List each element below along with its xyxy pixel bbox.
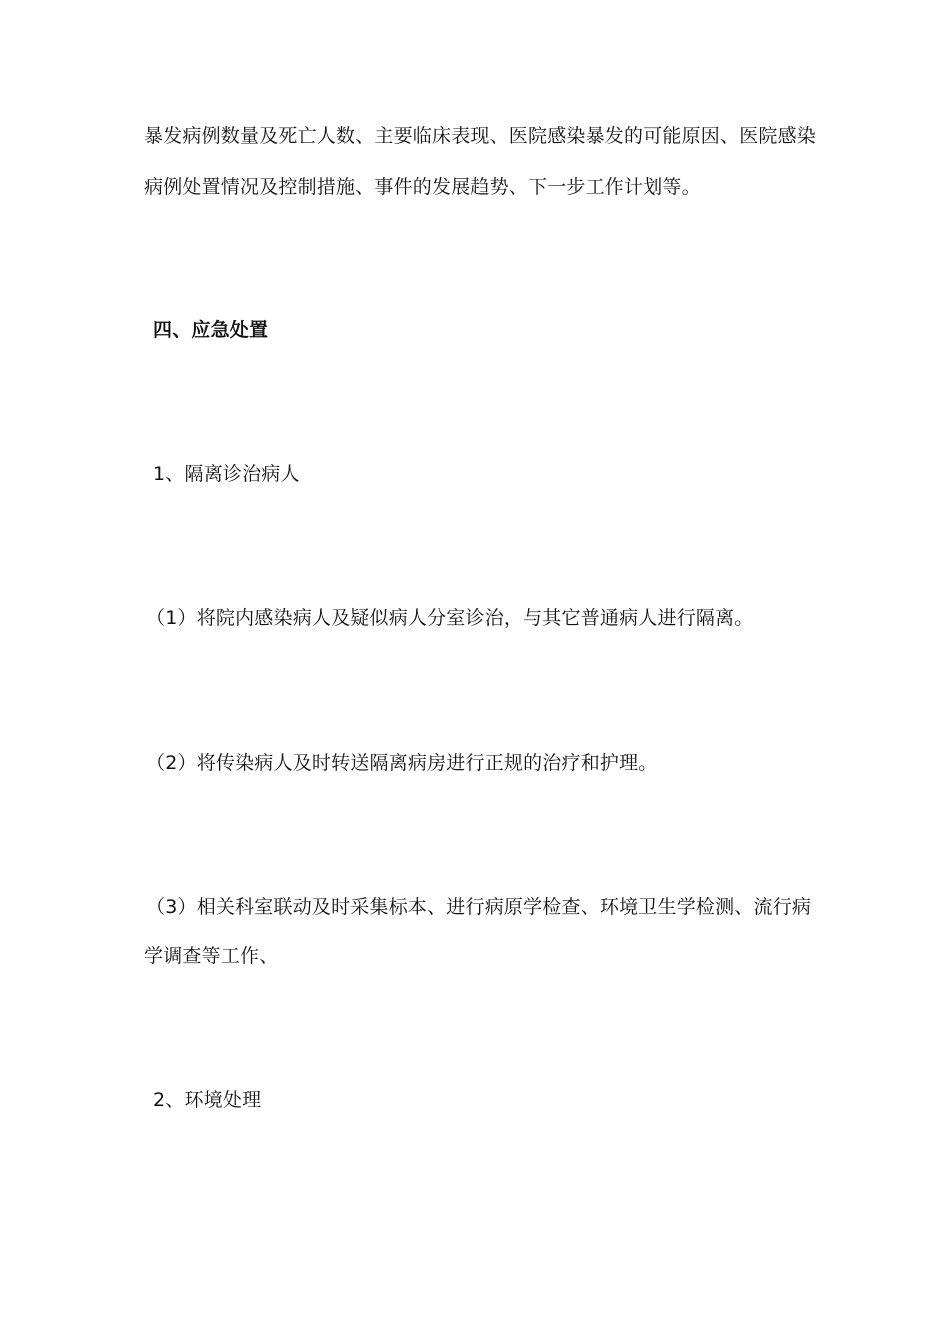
- section-heading: 四、应急处置: [153, 319, 269, 341]
- list-item-3-line-1: （3）相关科室联动及时采集标本、进行病原学检查、环境卫生学检测、流行病: [146, 896, 812, 918]
- intro-paragraph-line-2: 病例处置情况及控制措施、事件的发展趋势、下一步工作计划等。: [144, 176, 701, 198]
- subsection-heading-1: 1、隔离诊治病人: [153, 463, 300, 485]
- list-item-2: （2）将传染病人及时转送隔离病房进行正规的治疗和护理。: [146, 752, 658, 774]
- subsection-heading-2: 2、环境处理: [153, 1089, 262, 1111]
- list-item-3-line-2: 学调查等工作、: [144, 945, 279, 967]
- intro-paragraph-line-1: 暴发病例数量及死亡人数、主要临床表现、医院感染暴发的可能原因、医院感染: [144, 125, 817, 147]
- list-item-1: （1）将院内感染病人及疑似病人分室诊治，与其它普通病人进行隔离。: [146, 607, 754, 629]
